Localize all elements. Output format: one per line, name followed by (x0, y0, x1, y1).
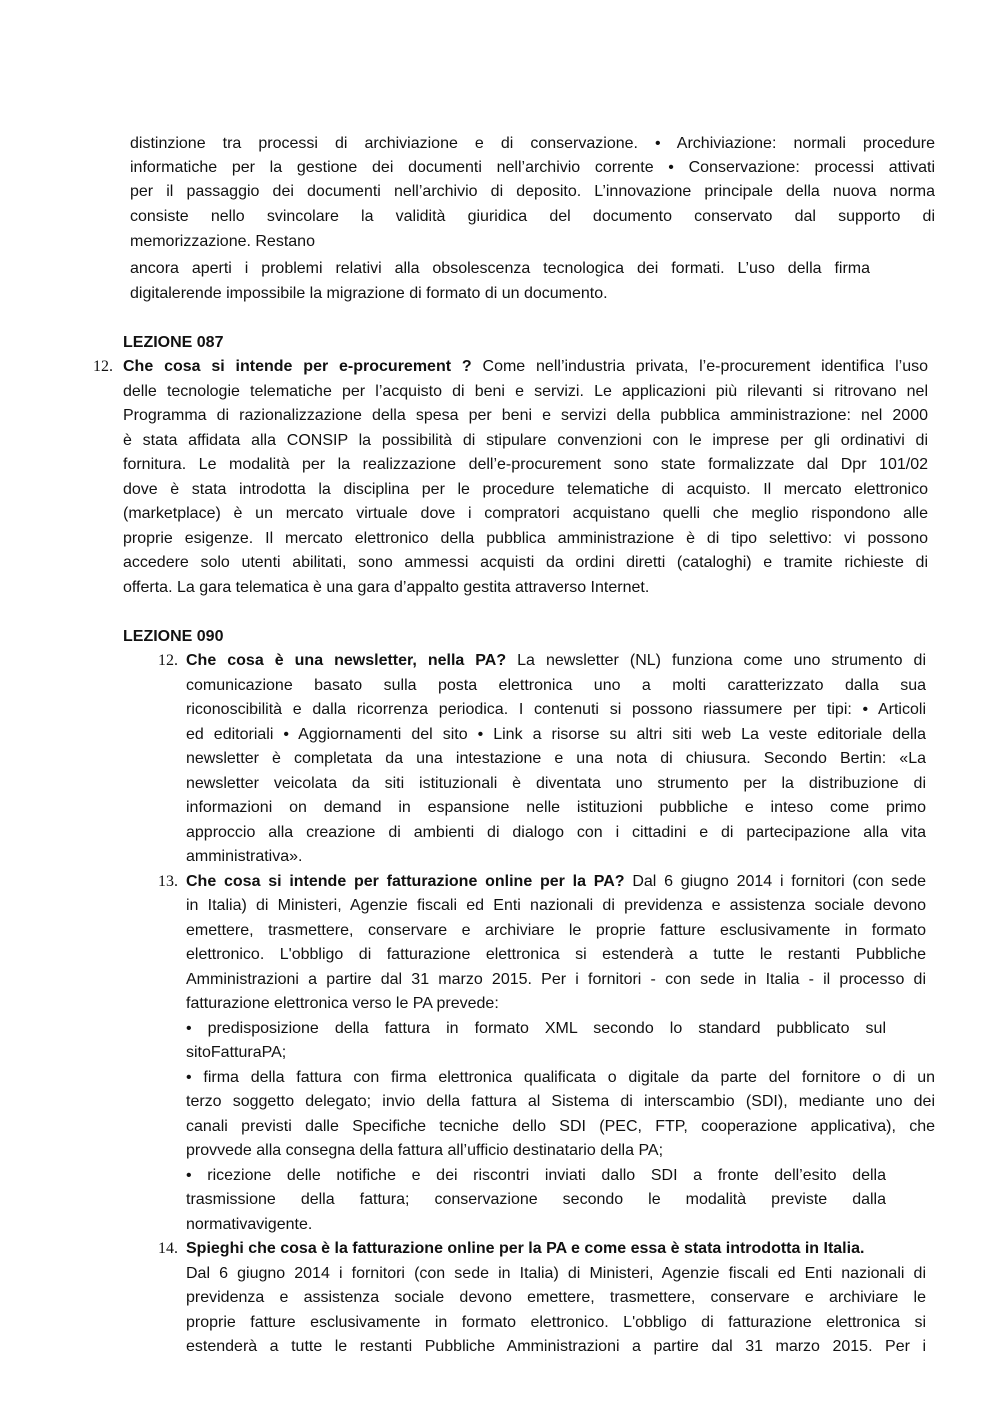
text-line: digitalerende impossibile la migrazione di formato di un documento. (130, 285, 608, 302)
text-line: per il passaggio dei documenti nell’archivio di deposito. L’innovazione principale della nuova norma (130, 183, 935, 200)
text-line: (marketplace) è un mercato virtuale dove i compratori acquistano quelli che meglio rispondono alle (123, 505, 928, 522)
text-line: amministrativa». (186, 848, 303, 865)
text-line: trasmissione della fattura; conservazione secondo le modalità previste dalla (186, 1191, 886, 1208)
bullet-line: • firma della fattura con firma elettronica qualificata o digitale da parte del fornitore o di un (186, 1069, 935, 1086)
text-line: ed editoriali • Aggiornamenti del sito • Link a risorse su altri siti web La veste editoriale della (186, 726, 926, 743)
bullet-line: • ricezione delle notifiche e dei riscontri inviati dallo SDI a fronte dell’esito della (186, 1167, 886, 1184)
text-line: distinzione tra processi di archiviazione e di conservazione. • Archiviazione: normali procedure (130, 135, 935, 152)
text-line: previdenza e assistenza sociale devono emettere, trasmettere, conservare e archiviare le (186, 1289, 926, 1306)
bullet-line: • predisposizione della fattura in formato XML secondo lo standard pubblicato sul (186, 1020, 886, 1037)
text-line: offerta. La gara telematica è una gara d’appalto gestita attraverso Internet. (123, 579, 650, 596)
text-line: approccio alla creazione di ambienti di dialogo con i cittadini e di partecipazione alla vita (186, 824, 926, 841)
text-line: delle tecnologie telematiche per l’acquisto di beni e servizi. Le applicazioni più rilevanti si ritrovano nel (123, 383, 928, 400)
question-first-line (186, 870, 926, 894)
text-line: comunicazione basato sulla posta elettronica uno a molti caratterizzato dalla sua (186, 677, 926, 694)
text-line: newsletter veicolata da siti istituzionali è diventata uno strumento per la distribuzione di (186, 775, 926, 792)
text-line: estenderà a tutte le restanti Pubbliche Amministrazioni a partire dal 31 marzo 2015. Per i (186, 1338, 926, 1355)
item-number: 12. (93, 358, 113, 375)
text-line: dove è stata introdotta la disciplina per le procedure telematiche di acquisto. Il mercato elettronico (123, 481, 928, 498)
question-text: Che cosa si intende per fatturazione online per la PA? (186, 873, 625, 890)
item-number: 14. (158, 1240, 178, 1257)
question-first-line (123, 355, 928, 379)
text-line: riconoscibilità e dalla ricorrenza periodica. I contenuti si possono riassumere per tipi: • Articoli (186, 701, 926, 718)
answer-text: La newsletter (NL) funziona come uno strumento di (506, 652, 926, 669)
text-line: provvede alla consegna della fattura all’ufficio destinatario della PA; (186, 1142, 664, 1159)
text-line: in Italia) di Ministeri, Agenzie fiscali ed Enti nazionali di previdenza e assistenza sociale devono (186, 897, 926, 914)
question-first-line (186, 1237, 864, 1261)
text-line: consiste nello svincolare la validità giuridica del documento conservato dal supporto di (130, 208, 935, 225)
question-text: Che cosa è una newsletter, nella PA? (186, 652, 507, 669)
text-line: accedere solo utenti abilitati, sono ammessi acquisti da ordini diretti (cataloghi) e tramite richieste di (123, 554, 928, 571)
text-line: Programma di razionalizzazione della spesa per beni e servizi della pubblica amministrazione: nel 2000 (123, 407, 928, 424)
lesson-heading: LEZIONE 090 (123, 628, 224, 645)
text-line: Dal 6 giugno 2014 i fornitori (con sede in Italia) di Ministeri, Agenzie fiscali ed Enti nazionali di (186, 1265, 926, 1282)
text-line: elettronico. L'obbligo di fatturazione elettronica si estenderà a tutte le restanti Pubbliche (186, 946, 926, 963)
text-line: ancora aperti i problemi relativi alla obsolescenza tecnologica dei formati. L’uso della firma (130, 260, 870, 277)
text-line: fornitura. Le modalità per la realizzazione dell’e-procurement sono state formalizzate dal Dpr 101/02 (123, 456, 928, 473)
text-line: informazioni on demand in espansione nelle istituzioni pubbliche e inteso come primo (186, 799, 926, 816)
text-line: newsletter è completata da una intestazione e una nota di chiusura. Secondo Bertin: «La (186, 750, 926, 767)
text-line: normativavigente. (186, 1216, 313, 1233)
text-line: terzo soggetto delegato; invio della fattura al Sistema di interscambio (SDI), mediante uno dei (186, 1093, 935, 1110)
text-line: proprie fatture esclusivamente in formato elettronico. L'obbligo di fatturazione elettronica si (186, 1314, 926, 1331)
question-first-line (186, 649, 926, 673)
text-line: memorizzazione. Restano (130, 233, 315, 250)
item-number: 13. (158, 873, 178, 890)
answer-text: Dal 6 giugno 2014 i fornitori (con sede (624, 873, 926, 890)
question-text: Spieghi che cosa è la fatturazione online per la PA e come essa è stata introdotta in Italia. (186, 1240, 865, 1257)
text-line: proprie esigenze. Il mercato elettronico della pubblica amministrazione è di tipo selettivo: vi possono (123, 530, 928, 547)
text-line: canali previsti dalle Specifiche tecniche dello SDI (PEC, FTP, cooperazione applicativa), che (186, 1118, 935, 1135)
answer-text: Come nell’industria privata, l’e-procurement identifica l’uso (471, 358, 928, 375)
text-line: Amministrazioni a partire dal 31 marzo 2015. Per i fornitori - con sede in Italia - il processo di (186, 971, 926, 988)
text-line: è stata affidata alla CONSIP la possibilità di stipulare convenzioni con le imprese per gli ordinativi di (123, 432, 928, 449)
text-line: informatiche per la gestione dei documenti nell’archivio corrente • Conservazione: processi attivati (130, 159, 935, 176)
text-line: sitoFatturaPA; (186, 1044, 287, 1061)
item-number: 12. (158, 652, 178, 669)
lesson-heading: LEZIONE 087 (123, 334, 224, 351)
text-line: fatturazione elettronica verso le PA prevede: (186, 995, 499, 1012)
text-line: emettere, trasmettere, conservare e archiviare le proprie fatture esclusivamente in formato (186, 922, 926, 939)
question-text: Che cosa si intende per e-procurement ? (123, 358, 472, 375)
